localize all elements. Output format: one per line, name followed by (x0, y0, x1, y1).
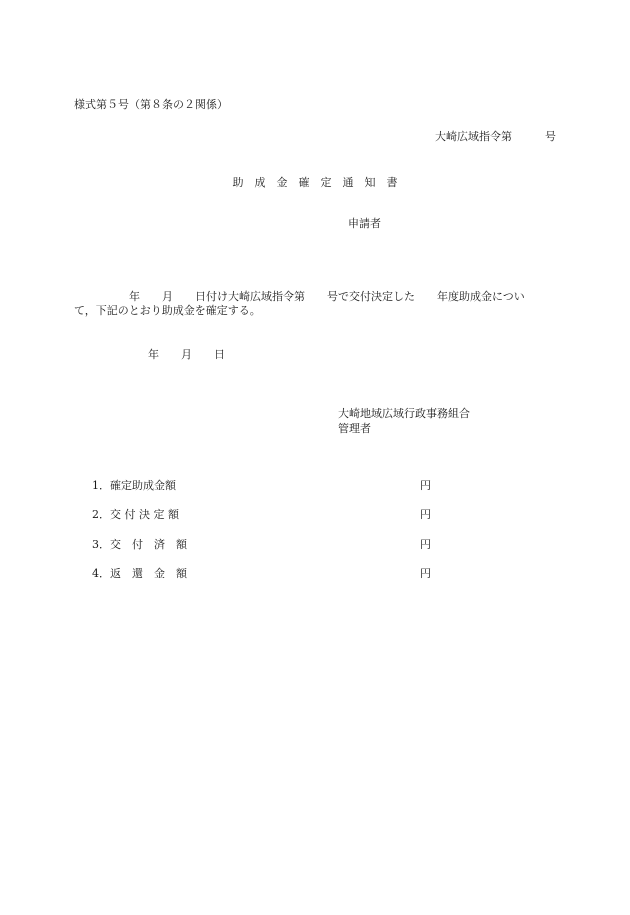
item-label-3: 3．交 付 済 額 (92, 538, 187, 551)
applicant-label: 申請者 (348, 217, 381, 230)
item-unit-3: 円 (420, 538, 431, 551)
body-line-2: て，下記のとおり助成金を確定する。 (74, 304, 261, 317)
issuer-organization: 大崎地域広域行政事務組合 (338, 407, 470, 420)
body-line-1: 年 月 日付け大崎広域指令第 号で交付決定した 年度助成金につい (74, 290, 525, 303)
issuer-role: 管理者 (338, 422, 371, 435)
document-title (0, 176, 630, 190)
form-label: 様式第５号（第８条の２関係） (74, 98, 228, 111)
document-number: 大崎広域指令第 号 (435, 130, 556, 143)
item-unit-4: 円 (420, 567, 431, 580)
document-title-text: 助 成 金 確 定 通 知 書 (232, 176, 398, 189)
item-label-4: 4．返 還 金 額 (92, 567, 187, 580)
issue-date: 年 月 日 (148, 348, 225, 361)
body-paragraph (74, 290, 558, 318)
item-unit-1: 円 (420, 479, 431, 492)
item-label-1: 1．確定助成金額 (92, 479, 176, 492)
item-unit-2: 円 (420, 508, 431, 521)
item-label-2: 2．交 付 決 定 額 (92, 508, 179, 521)
